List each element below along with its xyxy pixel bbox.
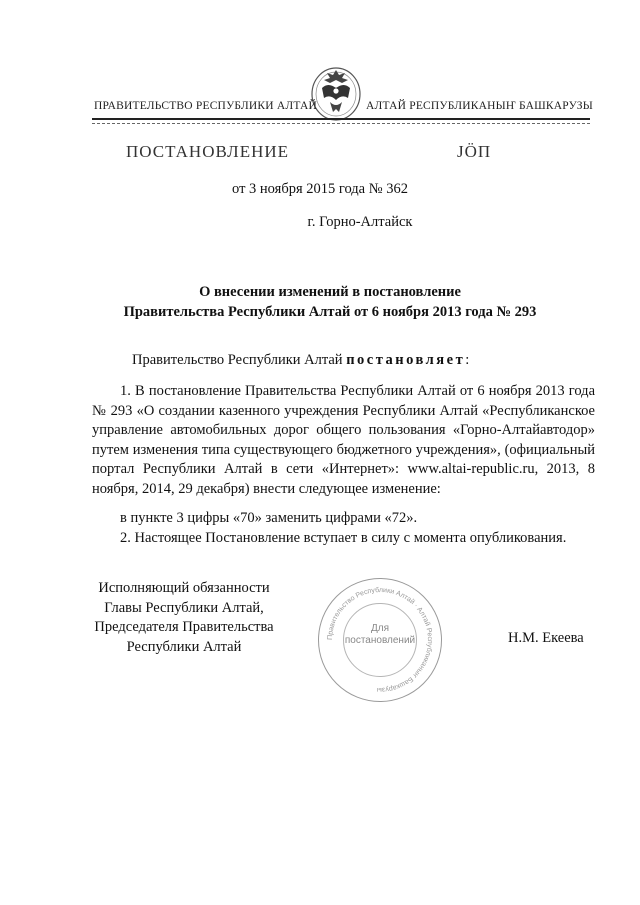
header-org-right: АЛТАЙ РЕСПУБЛИКАНЫҤ БАШКАРУЗЫ: [366, 100, 593, 112]
header-org-left: ПРАВИТЕЛЬСТВО РЕСПУБЛИКИ АЛТАЙ: [94, 100, 318, 112]
header-rule-dashed: [92, 123, 590, 124]
doc-kind-ru: ПОСТАНОВЛЕНИЕ: [126, 142, 290, 161]
doc-title-line1: О внесении изменений в постановление: [199, 284, 461, 300]
signature-line-1: Исполняющий обязанности: [98, 580, 270, 596]
intro-line: [132, 351, 469, 371]
coat-of-arms-eagle-icon: [308, 58, 364, 124]
doc-date-number: от 3 ноября 2015 года № 362: [232, 181, 408, 197]
intro-suffix: :: [465, 352, 470, 368]
intro-prefix: Правительство Республики Алтай: [132, 352, 347, 368]
stamp-center-line1: Для: [370, 623, 390, 634]
signature-line-4: Республики Алтай: [126, 638, 242, 655]
signature-block: [80, 579, 288, 657]
doc-kind-alt: ЈӦП: [457, 142, 492, 161]
stamp-center-line2: постановлений: [344, 635, 416, 646]
stamp-center-text: [339, 623, 421, 647]
doc-title-line2: Правительства Республики Алтай от 6 ноября 2013 года № 293: [123, 304, 537, 320]
paragraph-1: 1. В постановление Правительства Республики Алтай от 6 ноября 2013 года № 293 «О создании казенного учреждения Республики Алтай «Республиканское управление автомобильных дорог общего пользования «Горно-Алтайавтодор» путем изменения типа существующего бюджетного учреждения», (официальный портал Республики Алтай в сети «Интернет»: www.altai-republic.ru, 2013, 8 ноября, 2014, 29 декабря) внести следующее изменение:: [92, 383, 595, 497]
signatory-name: Н.М. Екеева: [508, 630, 584, 646]
signature-line-3: Председателя Правительства: [94, 619, 274, 635]
header-rule: [92, 118, 590, 120]
doc-title: [60, 282, 600, 322]
coat-of-arms-emblem: [308, 58, 364, 124]
doc-city: г. Горно-Алтайск: [307, 214, 413, 230]
paragraph-2: 2. Настоящее Постановление вступает в силу с момента опубликования.: [120, 530, 567, 546]
signature-line-2: Главы Республики Алтай,: [104, 599, 264, 616]
paragraph-1-sub: в пункте 3 цифры «70» заменить цифрами «72».: [120, 510, 418, 526]
intro-keyword: постановляет: [346, 352, 466, 368]
official-stamp: [318, 578, 442, 702]
stamp-ring-text: Правительство Республики Алтай · Алтай Республиканыҥ Башкарузы: [326, 586, 434, 694]
